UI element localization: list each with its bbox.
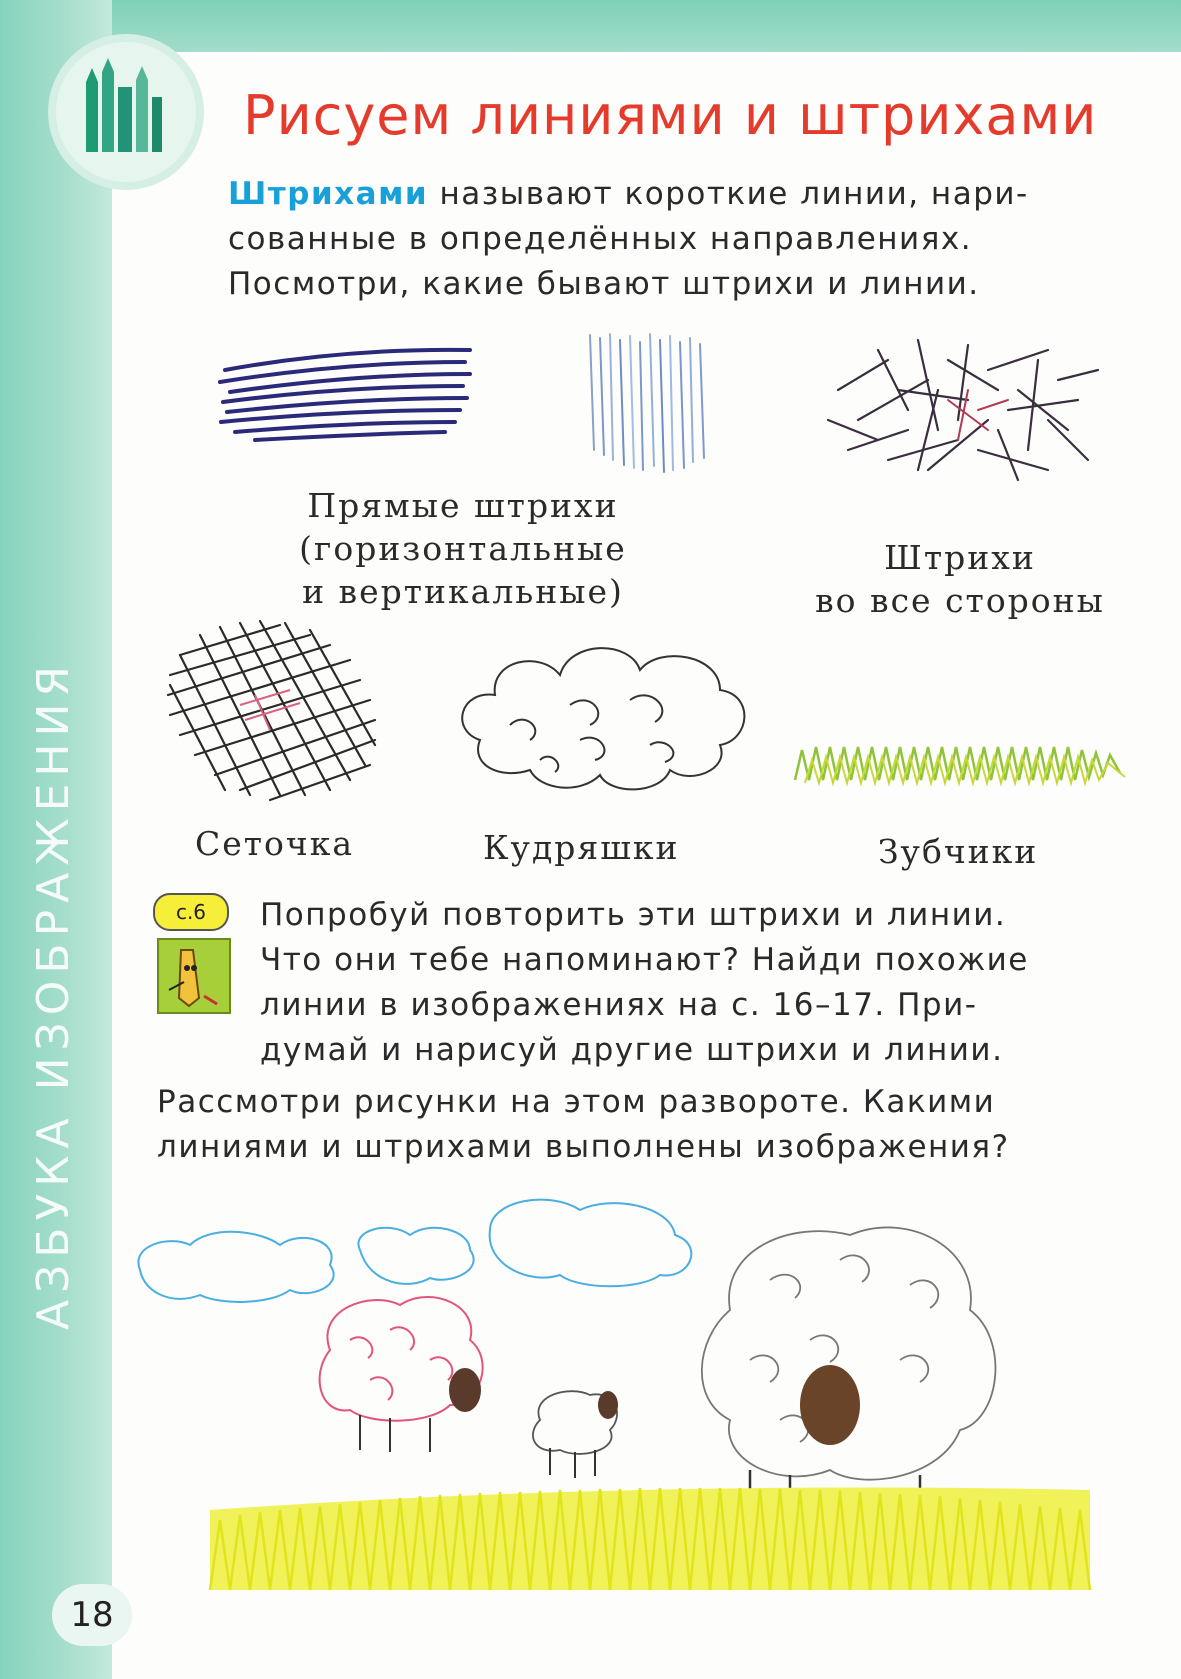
intro-line-1: называют короткие линии, нари- — [428, 176, 1029, 212]
side-section-label: АЗБУКА ИЗОБРАЖЕНИЯ — [28, 659, 79, 1330]
intro-line-2: сованные в определённых направлениях. — [228, 221, 973, 257]
page-number: 18 — [52, 1584, 132, 1646]
big-sheep — [702, 1227, 996, 1479]
vertical-strokes-drawing — [580, 330, 730, 480]
horizontal-strokes-drawing — [215, 340, 485, 450]
page-ref-badge: с.6 — [153, 893, 229, 931]
intro-paragraph — [228, 172, 1128, 307]
task-paragraph: Попробуй повторить эти штрихи и линии. Что они тебе напоминают? Найди похожие линии в изображениях на с. 16–17. При- думай и нарисуй другие штрихи и линии. — [260, 897, 1029, 1068]
grass — [210, 1488, 1090, 1591]
pencil-character-icon — [157, 938, 231, 1014]
caption-all-sides: Штрихи во все стороны — [815, 538, 1105, 620]
intro-line-3: Посмотри, какие бывают штрихи и линии. — [228, 266, 980, 302]
clouds — [138, 1200, 691, 1302]
caption-straight-strokes: Прямые штрихи (горизонтальные и вертикальные) — [299, 486, 627, 611]
caption-teeth: Зубчики — [878, 832, 1039, 871]
caption-curls: Кудряшки — [483, 828, 680, 867]
zigzag-teeth-drawing — [790, 725, 1130, 795]
all-direction-strokes-drawing — [818, 330, 1108, 500]
pencils-logo-icon — [56, 42, 196, 182]
intro-highlight-word: Штрихами — [228, 176, 429, 212]
curls-cloud-drawing — [450, 630, 760, 800]
page-title: Рисуем линиями и штрихами — [243, 84, 1098, 147]
sheep-meadow-illustration — [130, 1190, 1110, 1610]
caption-grid: Сеточка — [195, 824, 355, 863]
task2-paragraph: Рассмотри рисунки на этом развороте. Какими линиями и штрихами выполнены изображения? — [157, 1084, 1010, 1165]
grid-hatching-drawing — [160, 615, 390, 805]
